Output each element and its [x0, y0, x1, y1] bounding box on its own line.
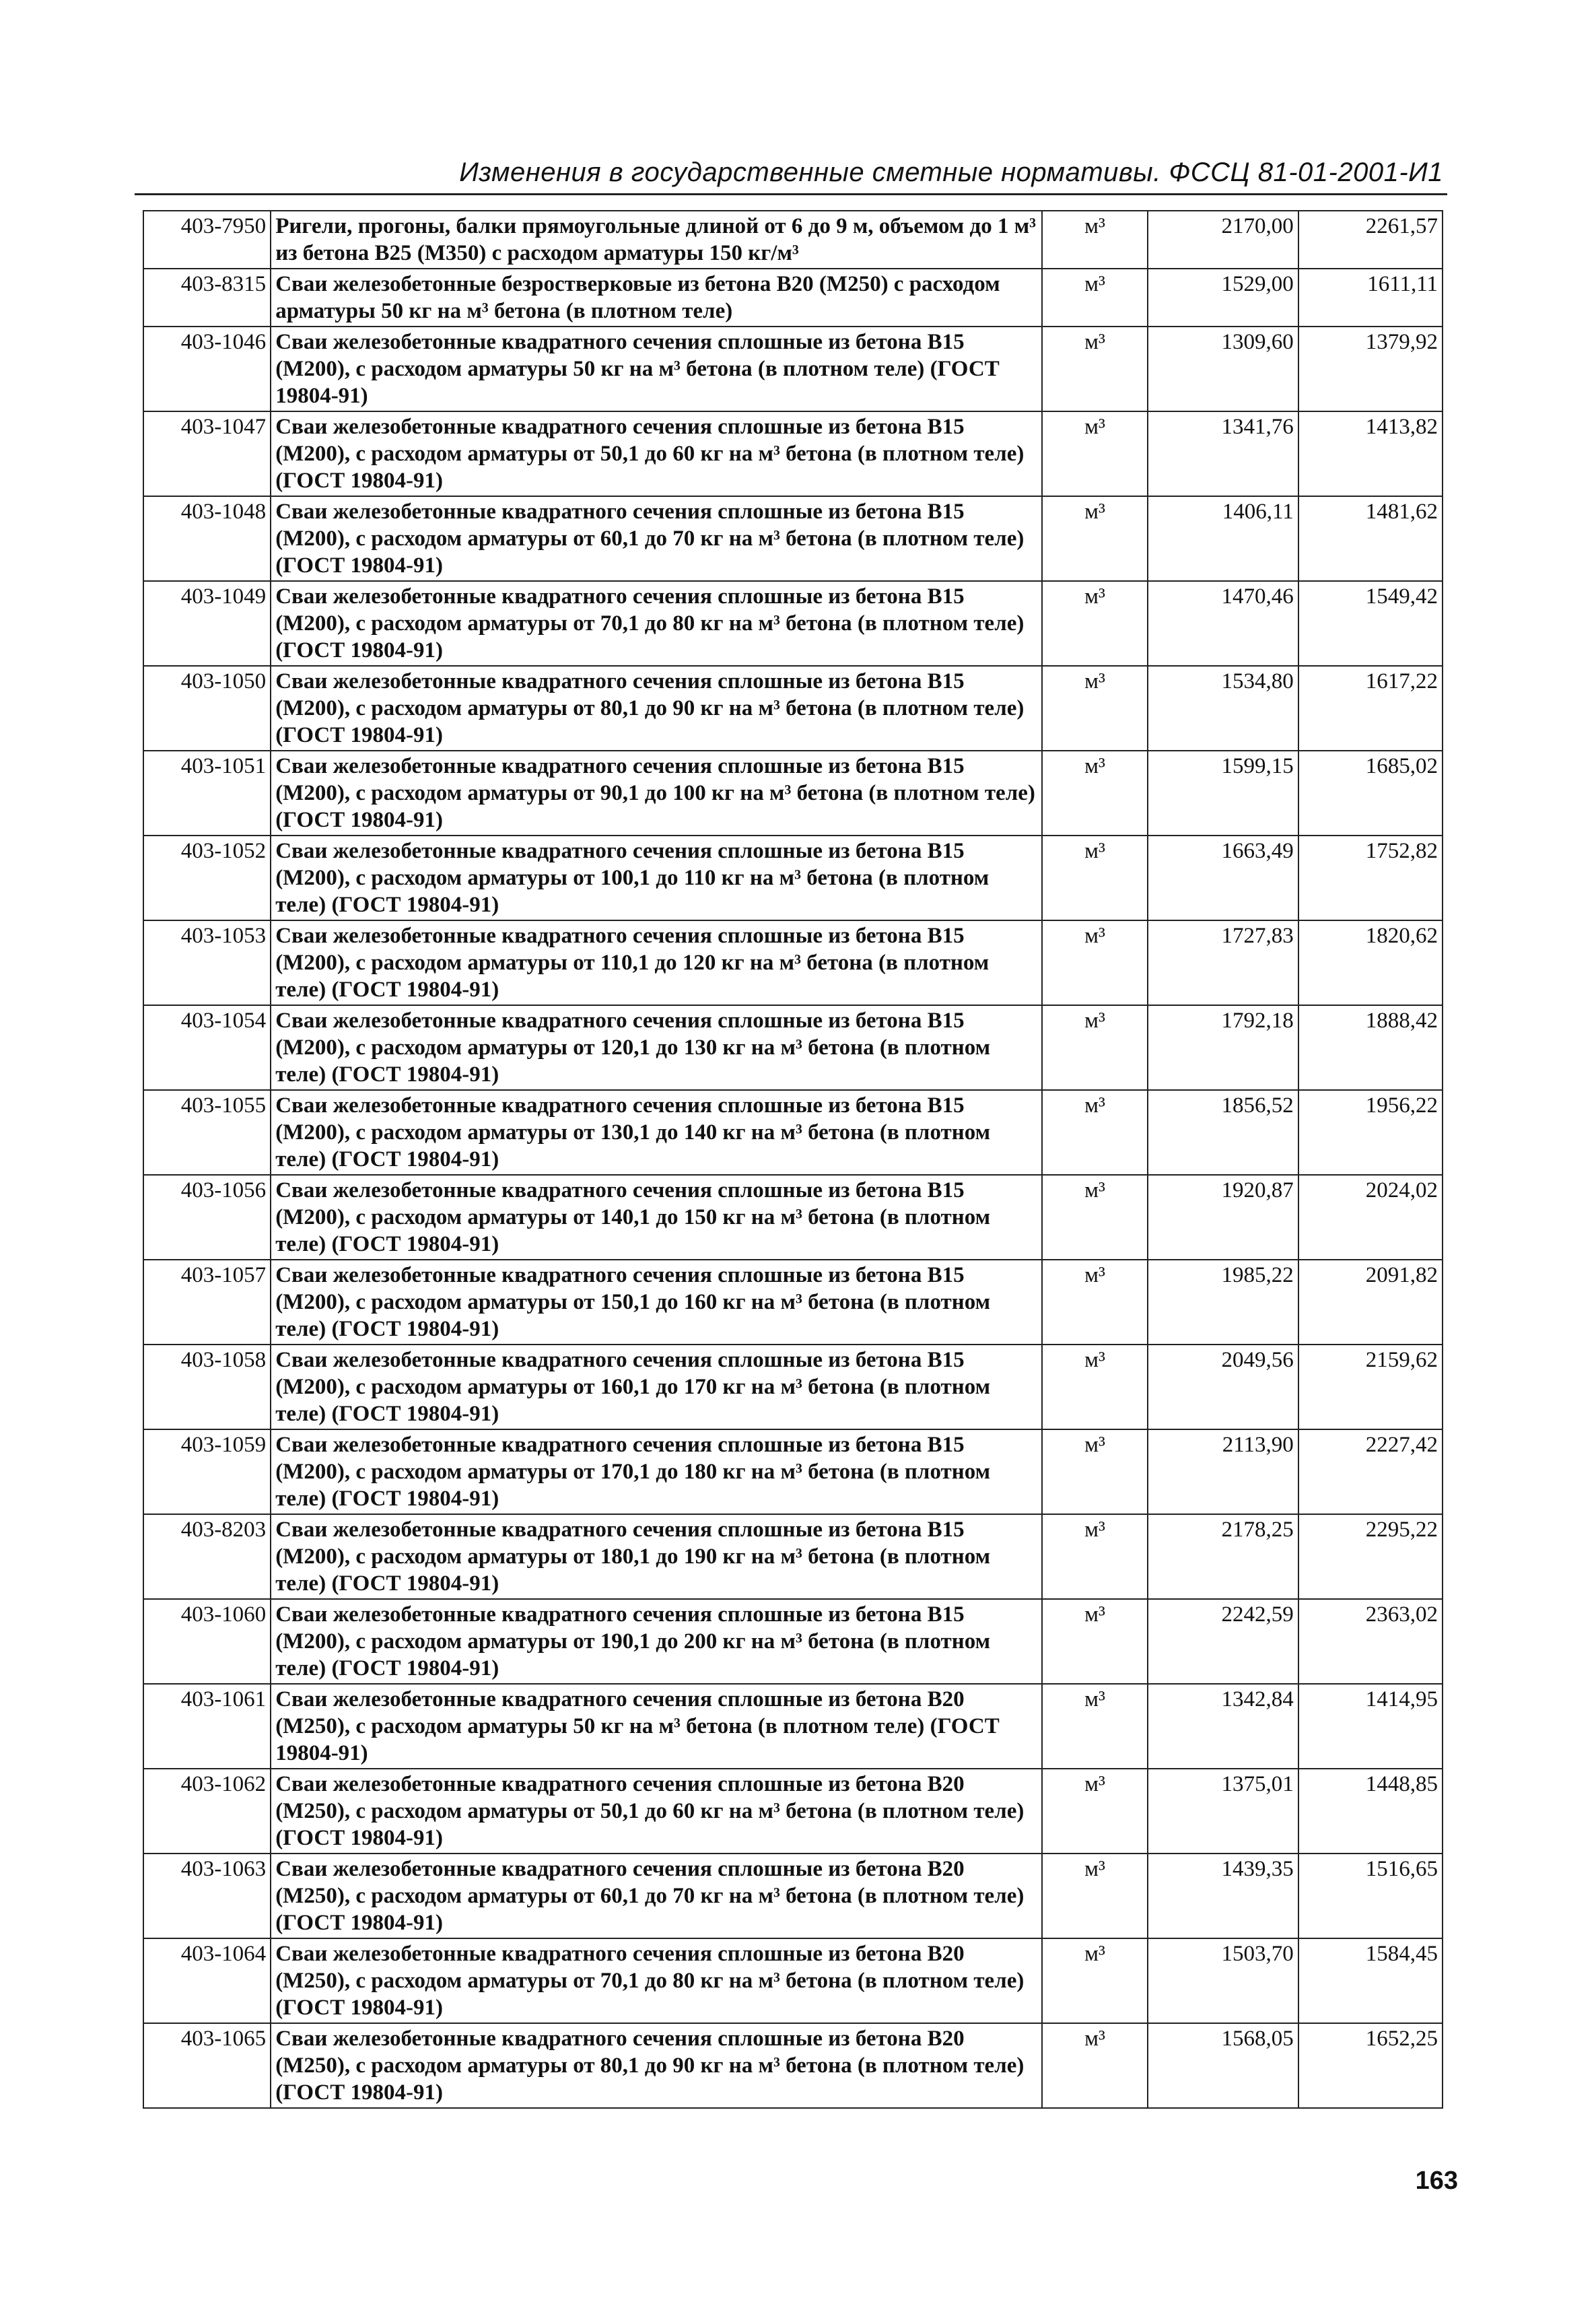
row-unit: м³: [1042, 1514, 1147, 1599]
row-price-release: 2159,62: [1298, 1345, 1443, 1429]
row-code: 403-1058: [143, 1345, 271, 1429]
table-row: [143, 1090, 1443, 1175]
row-price-estimate: 2113,90: [1148, 1429, 1298, 1514]
table-row: [143, 327, 1443, 411]
row-unit: м³: [1042, 1429, 1147, 1514]
row-unit: м³: [1042, 920, 1147, 1005]
row-code: 403-1056: [143, 1175, 271, 1260]
row-price-estimate: 1342,84: [1148, 1684, 1298, 1769]
row-code: 403-1054: [143, 1005, 271, 1090]
table-row: [143, 1514, 1443, 1599]
row-code: 403-1046: [143, 327, 271, 411]
row-description: Сваи железобетонные квадратного сечения сплошные из бетона В15 (М200), с расходом арматуры от 140,1 до 150 кг на м³ бетона (в плотном теле) (ГОСТ 19804-91): [271, 1175, 1042, 1260]
row-unit: м³: [1042, 2023, 1147, 2108]
row-code: 403-1048: [143, 496, 271, 581]
row-price-release: 1448,85: [1298, 1769, 1443, 1854]
row-description: Сваи железобетонные квадратного сечения сплошные из бетона В15 (М200), с расходом арматуры от 150,1 до 160 кг на м³ бетона (в плотном теле) (ГОСТ 19804-91): [271, 1260, 1042, 1345]
table-row: [143, 1938, 1443, 2023]
row-price-release: 1611,11: [1298, 269, 1443, 327]
table-row: [143, 751, 1443, 836]
page-header-title: Изменения в государственные сметные нормативы. ФССЦ 81-01-2001-И1: [459, 158, 1443, 187]
table-row: [143, 496, 1443, 581]
row-description: Сваи железобетонные квадратного сечения сплошные из бетона В15 (М200), с расходом арматуры от 100,1 до 110 кг на м³ бетона (в плотном теле) (ГОСТ 19804-91): [271, 836, 1042, 920]
row-code: 403-1065: [143, 2023, 271, 2108]
row-unit: м³: [1042, 1684, 1147, 1769]
row-price-release: 1617,22: [1298, 666, 1443, 751]
row-price-estimate: 1309,60: [1148, 327, 1298, 411]
row-price-release: 1888,42: [1298, 1005, 1443, 1090]
row-price-release: 2227,42: [1298, 1429, 1443, 1514]
table-row: [143, 1175, 1443, 1260]
row-unit: м³: [1042, 327, 1147, 411]
table-row: [143, 1260, 1443, 1345]
page-header: [135, 151, 1447, 195]
row-unit: м³: [1042, 1260, 1147, 1345]
row-code: 403-1050: [143, 666, 271, 751]
row-code: 403-1055: [143, 1090, 271, 1175]
row-price-estimate: 1406,11: [1148, 496, 1298, 581]
row-description: Сваи железобетонные квадратного сечения сплошные из бетона В15 (М200), с расходом арматуры от 130,1 до 140 кг на м³ бетона (в плотном теле) (ГОСТ 19804-91): [271, 1090, 1042, 1175]
price-table-body: [143, 211, 1443, 2108]
row-price-estimate: 2242,59: [1148, 1599, 1298, 1684]
page-number: 163: [1415, 2167, 1458, 2195]
table-row: [143, 1429, 1443, 1514]
row-code: 403-1062: [143, 1769, 271, 1854]
row-price-estimate: 1727,83: [1148, 920, 1298, 1005]
table-row: [143, 920, 1443, 1005]
row-description: Сваи железобетонные квадратного сечения сплошные из бетона В15 (М200), с расходом арматуры от 70,1 до 80 кг на м³ бетона (в плотном теле) (ГОСТ 19804-91): [271, 581, 1042, 666]
table-row: [143, 411, 1443, 496]
row-description: Сваи железобетонные квадратного сечения сплошные из бетона В15 (М200), с расходом арматуры от 110,1 до 120 кг на м³ бетона (в плотном теле) (ГОСТ 19804-91): [271, 920, 1042, 1005]
row-unit: м³: [1042, 1769, 1147, 1854]
row-description: Сваи железобетонные квадратного сечения сплошные из бетона В20 (М250), с расходом арматуры от 50,1 до 60 кг на м³ бетона (в плотном теле) (ГОСТ 19804-91): [271, 1769, 1042, 1854]
row-description: Сваи железобетонные квадратного сечения сплошные из бетона В15 (М200), с расходом арматуры от 60,1 до 70 кг на м³ бетона (в плотном теле) (ГОСТ 19804-91): [271, 496, 1042, 581]
row-code: 403-1060: [143, 1599, 271, 1684]
row-price-release: 2261,57: [1298, 211, 1443, 269]
table-row: [143, 1345, 1443, 1429]
row-code: 403-1049: [143, 581, 271, 666]
row-description: Сваи железобетонные квадратного сечения сплошные из бетона В15 (М200), с расходом арматуры 50 кг на м³ бетона (в плотном теле) (ГОСТ 19804-91): [271, 327, 1042, 411]
table-row: [143, 1854, 1443, 1938]
row-unit: м³: [1042, 1854, 1147, 1938]
table-row: [143, 836, 1443, 920]
row-price-estimate: 1529,00: [1148, 269, 1298, 327]
row-code: 403-1059: [143, 1429, 271, 1514]
row-price-release: 1652,25: [1298, 2023, 1443, 2108]
row-unit: м³: [1042, 1599, 1147, 1684]
row-code: 403-1063: [143, 1854, 271, 1938]
row-code: 403-1064: [143, 1938, 271, 2023]
row-description: Сваи железобетонные квадратного сечения сплошные из бетона В20 (М250), с расходом арматуры от 80,1 до 90 кг на м³ бетона (в плотном теле) (ГОСТ 19804-91): [271, 2023, 1042, 2108]
row-code: 403-7950: [143, 211, 271, 269]
row-description: Сваи железобетонные квадратного сечения сплошные из бетона В20 (М250), с расходом арматуры от 60,1 до 70 кг на м³ бетона (в плотном теле) (ГОСТ 19804-91): [271, 1854, 1042, 1938]
row-code: 403-8203: [143, 1514, 271, 1599]
row-price-estimate: 1920,87: [1148, 1175, 1298, 1260]
row-price-estimate: 1599,15: [1148, 751, 1298, 836]
row-price-estimate: 2049,56: [1148, 1345, 1298, 1429]
row-price-estimate: 1856,52: [1148, 1090, 1298, 1175]
row-price-estimate: 1470,46: [1148, 581, 1298, 666]
row-unit: м³: [1042, 1938, 1147, 2023]
row-price-estimate: 2178,25: [1148, 1514, 1298, 1599]
row-price-release: 1956,22: [1298, 1090, 1443, 1175]
row-price-estimate: 1375,01: [1148, 1769, 1298, 1854]
row-price-estimate: 1341,76: [1148, 411, 1298, 496]
row-price-release: 1549,42: [1298, 581, 1443, 666]
row-code: 403-1047: [143, 411, 271, 496]
row-price-estimate: 1568,05: [1148, 2023, 1298, 2108]
row-price-release: 2295,22: [1298, 1514, 1443, 1599]
row-price-estimate: 1792,18: [1148, 1005, 1298, 1090]
row-price-release: 2091,82: [1298, 1260, 1443, 1345]
row-unit: м³: [1042, 496, 1147, 581]
row-price-estimate: 1534,80: [1148, 666, 1298, 751]
row-unit: м³: [1042, 666, 1147, 751]
row-unit: м³: [1042, 836, 1147, 920]
row-code: 403-8315: [143, 269, 271, 327]
row-unit: м³: [1042, 1345, 1147, 1429]
row-price-release: 1516,65: [1298, 1854, 1443, 1938]
row-price-release: 1413,82: [1298, 411, 1443, 496]
row-description: Ригели, прогоны, балки прямоугольные длиной от 6 до 9 м, объемом до 1 м³ из бетона В25 (М350) с расходом арматуры 150 кг/м³: [271, 211, 1042, 269]
row-description: Сваи железобетонные квадратного сечения сплошные из бетона В15 (М200), с расходом арматуры от 120,1 до 130 кг на м³ бетона (в плотном теле) (ГОСТ 19804-91): [271, 1005, 1042, 1090]
row-price-release: 2363,02: [1298, 1599, 1443, 1684]
row-price-release: 2024,02: [1298, 1175, 1443, 1260]
row-description: Сваи железобетонные квадратного сечения сплошные из бетона В15 (М200), с расходом арматуры от 90,1 до 100 кг на м³ бетона (в плотном теле) (ГОСТ 19804-91): [271, 751, 1042, 836]
row-description: Сваи железобетонные квадратного сечения сплошные из бетона В15 (М200), с расходом арматуры от 190,1 до 200 кг на м³ бетона (в плотном теле) (ГОСТ 19804-91): [271, 1599, 1042, 1684]
row-price-estimate: 1663,49: [1148, 836, 1298, 920]
row-description: Сваи железобетонные квадратного сечения сплошные из бетона В15 (М200), с расходом арматуры от 160,1 до 170 кг на м³ бетона (в плотном теле) (ГОСТ 19804-91): [271, 1345, 1042, 1429]
table-row: [143, 1599, 1443, 1684]
price-table: [143, 210, 1443, 2109]
row-description: Сваи железобетонные квадратного сечения сплошные из бетона В15 (М200), с расходом арматуры от 80,1 до 90 кг на м³ бетона (в плотном теле) (ГОСТ 19804-91): [271, 666, 1042, 751]
table-row: [143, 1005, 1443, 1090]
row-unit: м³: [1042, 1005, 1147, 1090]
row-price-release: 1584,45: [1298, 1938, 1443, 2023]
row-description: Сваи железобетонные безростверковые из бетона В20 (М250) с расходом арматуры 50 кг на м³ бетона (в плотном теле): [271, 269, 1042, 327]
row-price-release: 1379,92: [1298, 327, 1443, 411]
row-price-release: 1752,82: [1298, 836, 1443, 920]
row-price-estimate: 1439,35: [1148, 1854, 1298, 1938]
row-unit: м³: [1042, 211, 1147, 269]
table-row: [143, 2023, 1443, 2108]
row-price-release: 1685,02: [1298, 751, 1443, 836]
table-row: [143, 666, 1443, 751]
row-unit: м³: [1042, 751, 1147, 836]
row-code: 403-1057: [143, 1260, 271, 1345]
row-price-release: 1820,62: [1298, 920, 1443, 1005]
row-description: Сваи железобетонные квадратного сечения сплошные из бетона В15 (М200), с расходом арматуры от 180,1 до 190 кг на м³ бетона (в плотном теле) (ГОСТ 19804-91): [271, 1514, 1042, 1599]
table-row: [143, 269, 1443, 327]
row-description: Сваи железобетонные квадратного сечения сплошные из бетона В20 (М250), с расходом арматуры от 70,1 до 80 кг на м³ бетона (в плотном теле) (ГОСТ 19804-91): [271, 1938, 1042, 2023]
row-price-estimate: 2170,00: [1148, 211, 1298, 269]
table-row: [143, 1684, 1443, 1769]
row-code: 403-1053: [143, 920, 271, 1005]
row-description: Сваи железобетонные квадратного сечения сплошные из бетона В15 (М200), с расходом арматуры от 170,1 до 180 кг на м³ бетона (в плотном теле) (ГОСТ 19804-91): [271, 1429, 1042, 1514]
row-description: Сваи железобетонные квадратного сечения сплошные из бетона В20 (М250), с расходом арматуры 50 кг на м³ бетона (в плотном теле) (ГОСТ 19804-91): [271, 1684, 1042, 1769]
row-unit: м³: [1042, 1175, 1147, 1260]
row-description: Сваи железобетонные квадратного сечения сплошные из бетона В15 (М200), с расходом арматуры от 50,1 до 60 кг на м³ бетона (в плотном теле) (ГОСТ 19804-91): [271, 411, 1042, 496]
row-unit: м³: [1042, 411, 1147, 496]
table-row: [143, 581, 1443, 666]
row-price-release: 1481,62: [1298, 496, 1443, 581]
row-unit: м³: [1042, 1090, 1147, 1175]
row-price-estimate: 1985,22: [1148, 1260, 1298, 1345]
row-code: 403-1052: [143, 836, 271, 920]
table-row: [143, 211, 1443, 269]
row-code: 403-1051: [143, 751, 271, 836]
row-unit: м³: [1042, 269, 1147, 327]
row-unit: м³: [1042, 581, 1147, 666]
row-code: 403-1061: [143, 1684, 271, 1769]
table-row: [143, 1769, 1443, 1854]
row-price-release: 1414,95: [1298, 1684, 1443, 1769]
row-price-estimate: 1503,70: [1148, 1938, 1298, 2023]
